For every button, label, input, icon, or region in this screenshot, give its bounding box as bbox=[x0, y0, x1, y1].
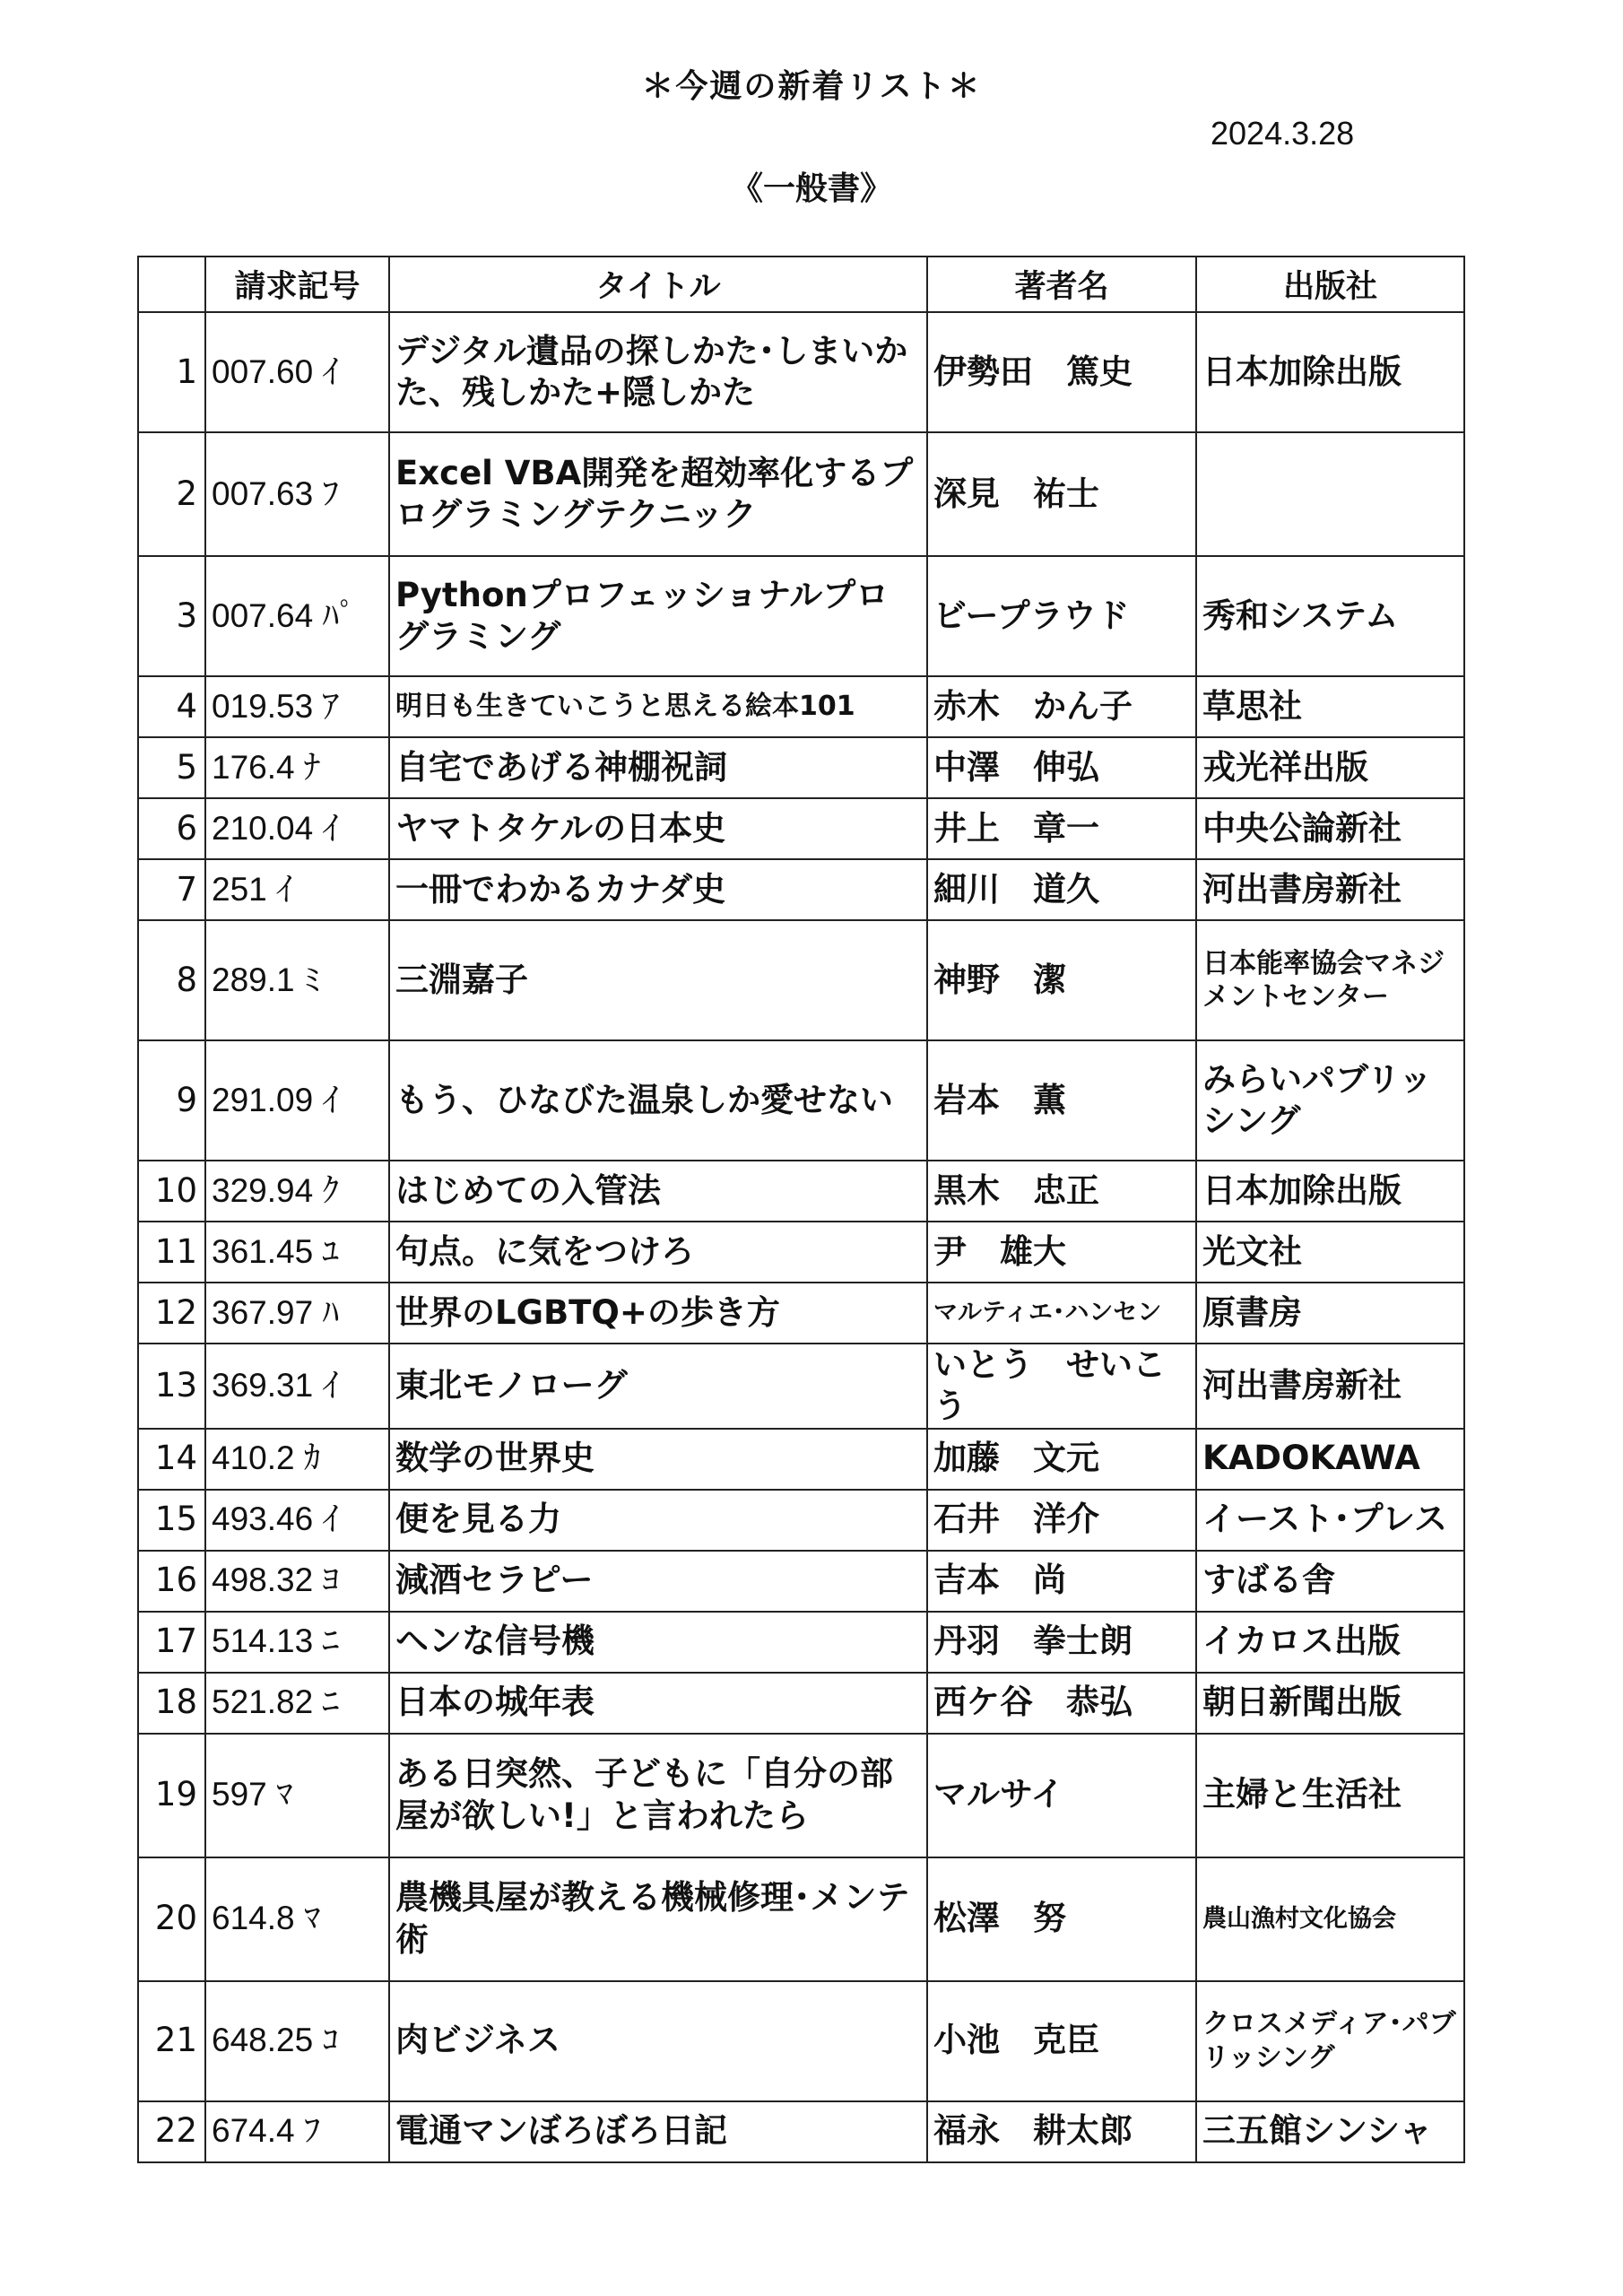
publisher-name: クロスメディア･パブリッシング bbox=[1196, 1981, 1464, 2101]
call-number: 521.82 ﾆ bbox=[205, 1673, 389, 1734]
book-title: 三淵嘉子 bbox=[389, 920, 927, 1040]
call-number: 369.31 ｲ bbox=[205, 1344, 389, 1429]
book-title: 肉ビジネス bbox=[389, 1981, 927, 2101]
publisher-name: 光文社 bbox=[1196, 1222, 1464, 1283]
row-number: 22 bbox=[138, 2101, 205, 2162]
new-arrivals-table bbox=[137, 256, 1465, 2163]
table-row bbox=[138, 1551, 1464, 1612]
author-name: 石井 洋介 bbox=[927, 1490, 1196, 1551]
row-number: 17 bbox=[138, 1612, 205, 1673]
call-number: 367.97 ﾊ bbox=[205, 1283, 389, 1344]
call-number: 498.32 ﾖ bbox=[205, 1551, 389, 1612]
table-row bbox=[138, 1040, 1464, 1161]
table-row bbox=[138, 1161, 1464, 1222]
author-name: 福永 耕太郎 bbox=[927, 2101, 1196, 2162]
row-number: 16 bbox=[138, 1551, 205, 1612]
table-row bbox=[138, 556, 1464, 676]
publisher-name: 秀和システム bbox=[1196, 556, 1464, 676]
book-title: ある日突然、子どもに「自分の部屋が欲しい!」と言われたら bbox=[389, 1734, 927, 1857]
table-row bbox=[138, 920, 1464, 1040]
row-number: 7 bbox=[138, 859, 205, 920]
row-number: 15 bbox=[138, 1490, 205, 1551]
call-number: 648.25 ｺ bbox=[205, 1981, 389, 2101]
call-number: 176.4 ﾅ bbox=[205, 737, 389, 798]
author-name: ビープラウド bbox=[927, 556, 1196, 676]
author-name: 細川 道久 bbox=[927, 859, 1196, 920]
row-number: 10 bbox=[138, 1161, 205, 1222]
author-name: 神野 潔 bbox=[927, 920, 1196, 1040]
author-name: 加藤 文元 bbox=[927, 1429, 1196, 1490]
table-row bbox=[138, 312, 1464, 432]
author-name: 黒木 忠正 bbox=[927, 1161, 1196, 1222]
author-name: マルサイ bbox=[927, 1734, 1196, 1857]
call-number: 597 ﾏ bbox=[205, 1734, 389, 1857]
publisher-name: 中央公論新社 bbox=[1196, 798, 1464, 859]
book-title: はじめての入管法 bbox=[389, 1161, 927, 1222]
author-name: 松澤 努 bbox=[927, 1857, 1196, 1981]
publisher-name: KADOKAWA bbox=[1196, 1429, 1464, 1490]
table-row bbox=[138, 1981, 1464, 2101]
author-name: いとう せいこう bbox=[927, 1344, 1196, 1429]
call-number: 674.4 ﾌ bbox=[205, 2101, 389, 2162]
book-title: 明日も生きていこうと思える絵本101 bbox=[389, 676, 927, 737]
table-header-row bbox=[138, 257, 1464, 312]
author-name: 尹 雄大 bbox=[927, 1222, 1196, 1283]
book-title: Pythonプロフェッショナルプログラミング bbox=[389, 556, 927, 676]
publisher-name bbox=[1196, 432, 1464, 556]
row-number: 20 bbox=[138, 1857, 205, 1981]
call-number: 514.13 ﾆ bbox=[205, 1612, 389, 1673]
publisher-name: イカロス出版 bbox=[1196, 1612, 1464, 1673]
call-number: 007.63 ﾌ bbox=[205, 432, 389, 556]
publisher-name: 原書房 bbox=[1196, 1283, 1464, 1344]
row-number: 1 bbox=[138, 312, 205, 432]
call-number: 210.04 ｲ bbox=[205, 798, 389, 859]
publisher-name: 農山漁村文化協会 bbox=[1196, 1857, 1464, 1981]
table-row bbox=[138, 1673, 1464, 1734]
row-number: 14 bbox=[138, 1429, 205, 1490]
book-title: 句点。に気をつけろ bbox=[389, 1222, 927, 1283]
book-title: 数学の世界史 bbox=[389, 1429, 927, 1490]
call-number: 007.60 ｲ bbox=[205, 312, 389, 432]
book-title: Excel VBA開発を超効率化するプログラミングテクニック bbox=[389, 432, 927, 556]
publisher-name: 河出書房新社 bbox=[1196, 859, 1464, 920]
col-header-publisher: 出版社 bbox=[1196, 257, 1464, 312]
table-row bbox=[138, 1490, 1464, 1551]
publisher-name: 河出書房新社 bbox=[1196, 1344, 1464, 1429]
section-subtitle: 《一般書》 bbox=[730, 170, 892, 207]
list-date: 2024.3.28 bbox=[1211, 115, 1355, 152]
row-number: 2 bbox=[138, 432, 205, 556]
author-name: 西ケ谷 恭弘 bbox=[927, 1673, 1196, 1734]
book-title: 電通マンぼろぼろ日記 bbox=[389, 2101, 927, 2162]
table-row bbox=[138, 1283, 1464, 1344]
table-row bbox=[138, 1344, 1464, 1429]
publisher-name: すばる舎 bbox=[1196, 1551, 1464, 1612]
row-number: 18 bbox=[138, 1673, 205, 1734]
table-row bbox=[138, 1734, 1464, 1857]
call-number: 007.64 ﾊﾟ bbox=[205, 556, 389, 676]
col-header-no bbox=[138, 257, 205, 312]
book-title: 一冊でわかるカナダ史 bbox=[389, 859, 927, 920]
author-name: 丹羽 拳士朗 bbox=[927, 1612, 1196, 1673]
publisher-name: 日本能率協会マネジメントセンター bbox=[1196, 920, 1464, 1040]
call-number: 291.09 ｲ bbox=[205, 1040, 389, 1161]
publisher-name: イースト･プレス bbox=[1196, 1490, 1464, 1551]
book-title: ヘンな信号機 bbox=[389, 1612, 927, 1673]
author-name: 赤木 かん子 bbox=[927, 676, 1196, 737]
publisher-name: 主婦と生活社 bbox=[1196, 1734, 1464, 1857]
book-title: 東北モノローグ bbox=[389, 1344, 927, 1429]
table-row bbox=[138, 1222, 1464, 1283]
call-number: 493.46 ｲ bbox=[205, 1490, 389, 1551]
publisher-name: 三五館シンシャ bbox=[1196, 2101, 1464, 2162]
call-number: 329.94 ｸ bbox=[205, 1161, 389, 1222]
row-number: 3 bbox=[138, 556, 205, 676]
table-row bbox=[138, 737, 1464, 798]
row-number: 13 bbox=[138, 1344, 205, 1429]
book-title: ヤマトタケルの日本史 bbox=[389, 798, 927, 859]
table-row bbox=[138, 1612, 1464, 1673]
publisher-name: 草思社 bbox=[1196, 676, 1464, 737]
row-number: 11 bbox=[138, 1222, 205, 1283]
author-name: マルティエ･ハンセン bbox=[927, 1283, 1196, 1344]
col-header-title: タイトル bbox=[389, 257, 927, 312]
col-header-call-number: 請求記号 bbox=[205, 257, 389, 312]
publisher-name: みらいパブリッシング bbox=[1196, 1040, 1464, 1161]
call-number: 361.45 ﾕ bbox=[205, 1222, 389, 1283]
table-row bbox=[138, 1857, 1464, 1981]
row-number: 9 bbox=[138, 1040, 205, 1161]
table-row bbox=[138, 859, 1464, 920]
call-number: 251 ｲ bbox=[205, 859, 389, 920]
author-name: 中澤 伸弘 bbox=[927, 737, 1196, 798]
call-number: 410.2 ｶ bbox=[205, 1429, 389, 1490]
table-row bbox=[138, 2101, 1464, 2162]
table-body bbox=[138, 312, 1464, 2162]
book-title: 農機具屋が教える機械修理･メンテ術 bbox=[389, 1857, 927, 1981]
book-title: 日本の城年表 bbox=[389, 1673, 927, 1734]
table-row bbox=[138, 676, 1464, 737]
call-number: 019.53 ｱ bbox=[205, 676, 389, 737]
table-row bbox=[138, 432, 1464, 556]
book-title: 減酒セラピー bbox=[389, 1551, 927, 1612]
book-title: 便を見る力 bbox=[389, 1490, 927, 1551]
author-name: 岩本 薫 bbox=[927, 1040, 1196, 1161]
publisher-name: 日本加除出版 bbox=[1196, 1161, 1464, 1222]
row-number: 8 bbox=[138, 920, 205, 1040]
row-number: 6 bbox=[138, 798, 205, 859]
page-title: ＊今週の新着リスト＊ bbox=[641, 68, 982, 105]
row-number: 4 bbox=[138, 676, 205, 737]
table-row bbox=[138, 798, 1464, 859]
book-title: 自宅であげる神棚祝詞 bbox=[389, 737, 927, 798]
publisher-name: 日本加除出版 bbox=[1196, 312, 1464, 432]
publisher-name: 戎光祥出版 bbox=[1196, 737, 1464, 798]
book-title: デジタル遺品の探しかた･しまいかた、残しかた+隠しかた bbox=[389, 312, 927, 432]
row-number: 12 bbox=[138, 1283, 205, 1344]
call-number: 614.8 ﾏ bbox=[205, 1857, 389, 1981]
book-title: 世界のLGBTQ+の歩き方 bbox=[389, 1283, 927, 1344]
author-name: 小池 克臣 bbox=[927, 1981, 1196, 2101]
row-number: 21 bbox=[138, 1981, 205, 2101]
author-name: 井上 章一 bbox=[927, 798, 1196, 859]
call-number: 289.1 ﾐ bbox=[205, 920, 389, 1040]
table-row bbox=[138, 1429, 1464, 1490]
author-name: 深見 祐士 bbox=[927, 432, 1196, 556]
author-name: 吉本 尚 bbox=[927, 1551, 1196, 1612]
row-number: 5 bbox=[138, 737, 205, 798]
row-number: 19 bbox=[138, 1734, 205, 1857]
book-title: もう、ひなびた温泉しか愛せない bbox=[389, 1040, 927, 1161]
publisher-name: 朝日新聞出版 bbox=[1196, 1673, 1464, 1734]
author-name: 伊勢田 篤史 bbox=[927, 312, 1196, 432]
col-header-author: 著者名 bbox=[927, 257, 1196, 312]
